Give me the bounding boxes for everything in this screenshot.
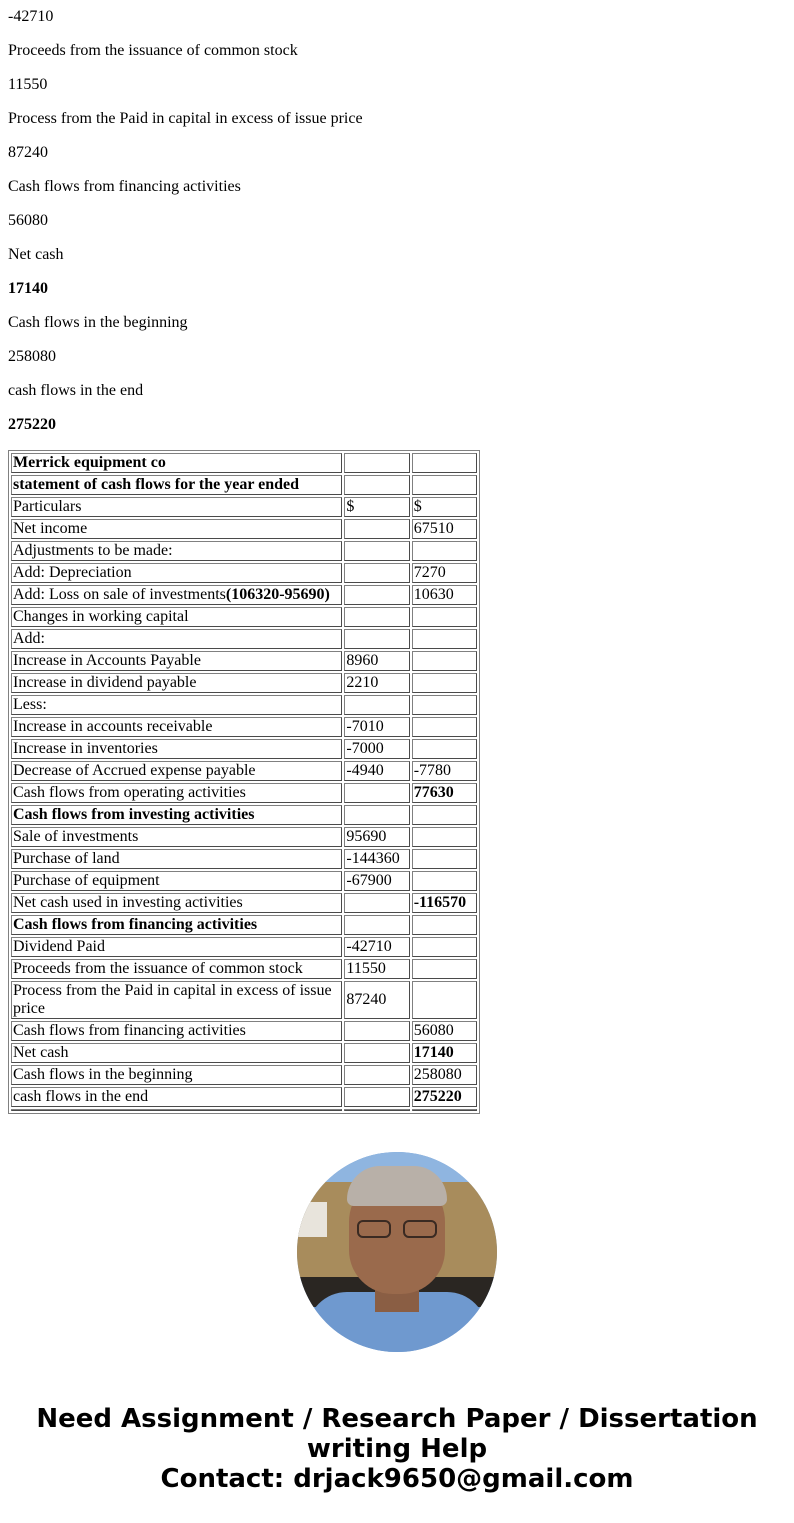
row-amount: -7010: [344, 717, 409, 737]
row-label: [11, 1087, 342, 1107]
text-line: -42710: [8, 8, 54, 25]
text-line: 258080: [8, 348, 56, 365]
table-row: [11, 739, 477, 759]
table-row: [11, 717, 477, 737]
empty-cell: [344, 1109, 409, 1111]
row-label: [11, 937, 342, 957]
row-total: [412, 475, 477, 495]
row-label-text: Increase in inventories: [13, 740, 158, 757]
row-label-text: cash flows in the end: [13, 1088, 149, 1105]
row-label-text: Changes in working capital: [13, 608, 189, 625]
table-row: [11, 849, 477, 869]
row-total: [412, 673, 477, 693]
row-label: [11, 585, 342, 605]
row-total: [412, 871, 477, 891]
table-row: [11, 783, 477, 803]
row-label: [11, 805, 342, 825]
row-label-text: Dividend Paid: [13, 938, 105, 955]
row-label: [11, 563, 342, 583]
author-photo-wrap: [8, 1152, 786, 1352]
row-total: [412, 629, 477, 649]
table-row: [11, 871, 477, 891]
table-row: [11, 1043, 477, 1063]
row-amount: [344, 915, 409, 935]
table-row: [11, 541, 477, 561]
row-label-text: Cash flows from operating activities: [13, 784, 246, 801]
row-total: [412, 915, 477, 935]
row-total: -116570: [412, 893, 477, 913]
row-label: [11, 453, 342, 473]
contact-banner: [8, 1404, 786, 1494]
row-amount: [344, 519, 409, 539]
cash-flow-table: [8, 450, 480, 1114]
text-line-bold: 275220: [8, 416, 56, 433]
row-label: [11, 519, 342, 539]
text-line: Process from the Paid in capital in excess of issue price: [8, 110, 363, 127]
row-amount: [344, 585, 409, 605]
row-label: [11, 651, 342, 671]
row-label-formula: (106320-95690): [225, 586, 330, 603]
author-photo: [297, 1152, 497, 1352]
row-amount: [344, 783, 409, 803]
row-label: [11, 673, 342, 693]
row-label-text: Net income: [13, 520, 88, 537]
row-amount: [344, 607, 409, 627]
row-label: [11, 915, 342, 935]
row-label-text: Net cash: [13, 1044, 69, 1061]
row-label: [11, 541, 342, 561]
table-row: [11, 827, 477, 847]
row-amount: 11550: [344, 959, 409, 979]
row-amount: [344, 1021, 409, 1041]
row-label-text: Cash flows from financing activities: [13, 916, 258, 933]
table-row: [11, 475, 477, 495]
table-row: [11, 915, 477, 935]
row-total: 77630: [412, 783, 477, 803]
row-amount: [344, 563, 409, 583]
row-total: [412, 717, 477, 737]
text-line: 87240: [8, 144, 48, 161]
row-label-text: Increase in dividend payable: [13, 674, 197, 691]
row-total: [412, 651, 477, 671]
text-line: Cash flows in the beginning: [8, 314, 188, 331]
table-row: [11, 629, 477, 649]
row-label: [11, 475, 342, 495]
row-amount: [344, 1065, 409, 1085]
table-row: [11, 497, 477, 517]
row-label-text: Sale of investments: [13, 828, 139, 845]
row-label: [11, 981, 342, 1019]
row-label: [11, 717, 342, 737]
row-label-text: Particulars: [13, 498, 82, 515]
row-amount: [344, 629, 409, 649]
row-label-text: Adjustments to be made:: [13, 542, 173, 559]
table-row: [11, 673, 477, 693]
banner-contact-line: Contact: drjack9650@gmail.com: [160, 1464, 634, 1494]
table-row: [11, 453, 477, 473]
row-amount: -144360: [344, 849, 409, 869]
table-row: [11, 981, 477, 1019]
text-line-bold: 17140: [8, 280, 48, 297]
cash-flow-table-body: [11, 453, 477, 1111]
row-label-text: Decrease of Accrued expense payable: [13, 762, 256, 779]
row-amount: [344, 541, 409, 561]
text-line: 56080: [8, 212, 48, 229]
text-line: Net cash: [8, 246, 64, 263]
row-label: [11, 893, 342, 913]
row-total: [412, 827, 477, 847]
row-label-text: Add: Loss on sale of investments: [13, 586, 226, 603]
text-line: cash flows in the end: [8, 382, 144, 399]
row-total: 10630: [412, 585, 477, 605]
text-line: Cash flows from financing activities: [8, 178, 241, 195]
row-label-text: Less:: [13, 696, 47, 713]
row-label: [11, 497, 342, 517]
text-line: Proceeds from the issuance of common stock: [8, 42, 298, 59]
empty-cell: [412, 1109, 477, 1111]
table-row: [11, 1065, 477, 1085]
row-label-text: Increase in Accounts Payable: [13, 652, 201, 669]
table-row: [11, 959, 477, 979]
row-total: 7270: [412, 563, 477, 583]
table-row: [11, 893, 477, 913]
row-label-text: Purchase of land: [13, 850, 120, 867]
table-row: [11, 1087, 477, 1107]
row-total: [412, 981, 477, 1019]
row-label: [11, 739, 342, 759]
text-lines: [8, 8, 786, 434]
row-total: [412, 959, 477, 979]
row-amount: -67900: [344, 871, 409, 891]
row-label-text: statement of cash flows for the year ended: [13, 476, 300, 493]
row-label-text: Cash flows in the beginning: [13, 1066, 193, 1083]
row-total: 67510: [412, 519, 477, 539]
row-total: 275220: [412, 1087, 477, 1107]
row-total: [412, 805, 477, 825]
row-amount: [344, 805, 409, 825]
row-label: [11, 827, 342, 847]
row-total: 17140: [412, 1043, 477, 1063]
table-row: [11, 761, 477, 781]
empty-cell: [11, 1109, 342, 1111]
row-total: $: [412, 497, 477, 517]
row-label-text: Increase in accounts receivable: [13, 718, 213, 735]
table-row: [11, 519, 477, 539]
row-total: -7780: [412, 761, 477, 781]
banner-line-1: Need Assignment / Research Paper / Dissertation: [36, 1404, 758, 1434]
row-label: [11, 871, 342, 891]
row-label-text: Add:: [13, 630, 45, 647]
row-label: [11, 607, 342, 627]
row-amount: -7000: [344, 739, 409, 759]
row-amount: 2210: [344, 673, 409, 693]
row-amount: 95690: [344, 827, 409, 847]
row-total: [412, 739, 477, 759]
row-label: [11, 761, 342, 781]
row-label-text: Add: Depreciation: [13, 564, 132, 581]
row-amount: [344, 453, 409, 473]
row-total: [412, 849, 477, 869]
row-label: [11, 1021, 342, 1041]
row-label: [11, 849, 342, 869]
table-row: [11, 805, 477, 825]
table-row: [11, 1021, 477, 1041]
row-label: [11, 695, 342, 715]
row-amount: [344, 695, 409, 715]
row-label: [11, 1043, 342, 1063]
row-total: [412, 541, 477, 561]
row-amount: [344, 1087, 409, 1107]
row-total: 258080: [412, 1065, 477, 1085]
row-total: [412, 937, 477, 957]
row-total: 56080: [412, 1021, 477, 1041]
row-amount: [344, 893, 409, 913]
row-label-text: Merrick equipment co: [13, 454, 166, 471]
row-total: [412, 695, 477, 715]
row-label-text: Process from the Paid in capital in excess of issue price: [13, 982, 332, 1017]
table-row: [11, 937, 477, 957]
table-row-empty: [11, 1109, 477, 1111]
row-amount: $: [344, 497, 409, 517]
row-label-text: Purchase of equipment: [13, 872, 160, 889]
row-label: [11, 629, 342, 649]
row-label: [11, 959, 342, 979]
banner-line-2: writing Help: [306, 1434, 488, 1464]
glasses-icon: [357, 1220, 437, 1240]
row-label-text: Proceeds from the issuance of common stock: [13, 960, 303, 977]
row-amount: [344, 475, 409, 495]
row-total: [412, 607, 477, 627]
table-row: [11, 585, 477, 605]
table-row: [11, 563, 477, 583]
text-line: 11550: [8, 76, 48, 93]
row-label-text: Cash flows from investing activities: [13, 806, 255, 823]
row-label-text: Cash flows from financing activities: [13, 1022, 246, 1039]
row-label: [11, 1065, 342, 1085]
table-row: [11, 651, 477, 671]
row-amount: 87240: [344, 981, 409, 1019]
row-amount: -4940: [344, 761, 409, 781]
row-label-text: Net cash used in investing activities: [13, 894, 243, 911]
table-row: [11, 695, 477, 715]
row-amount: 8960: [344, 651, 409, 671]
row-amount: -42710: [344, 937, 409, 957]
row-amount: [344, 1043, 409, 1063]
row-total: [412, 453, 477, 473]
table-row: [11, 607, 477, 627]
row-label: [11, 783, 342, 803]
